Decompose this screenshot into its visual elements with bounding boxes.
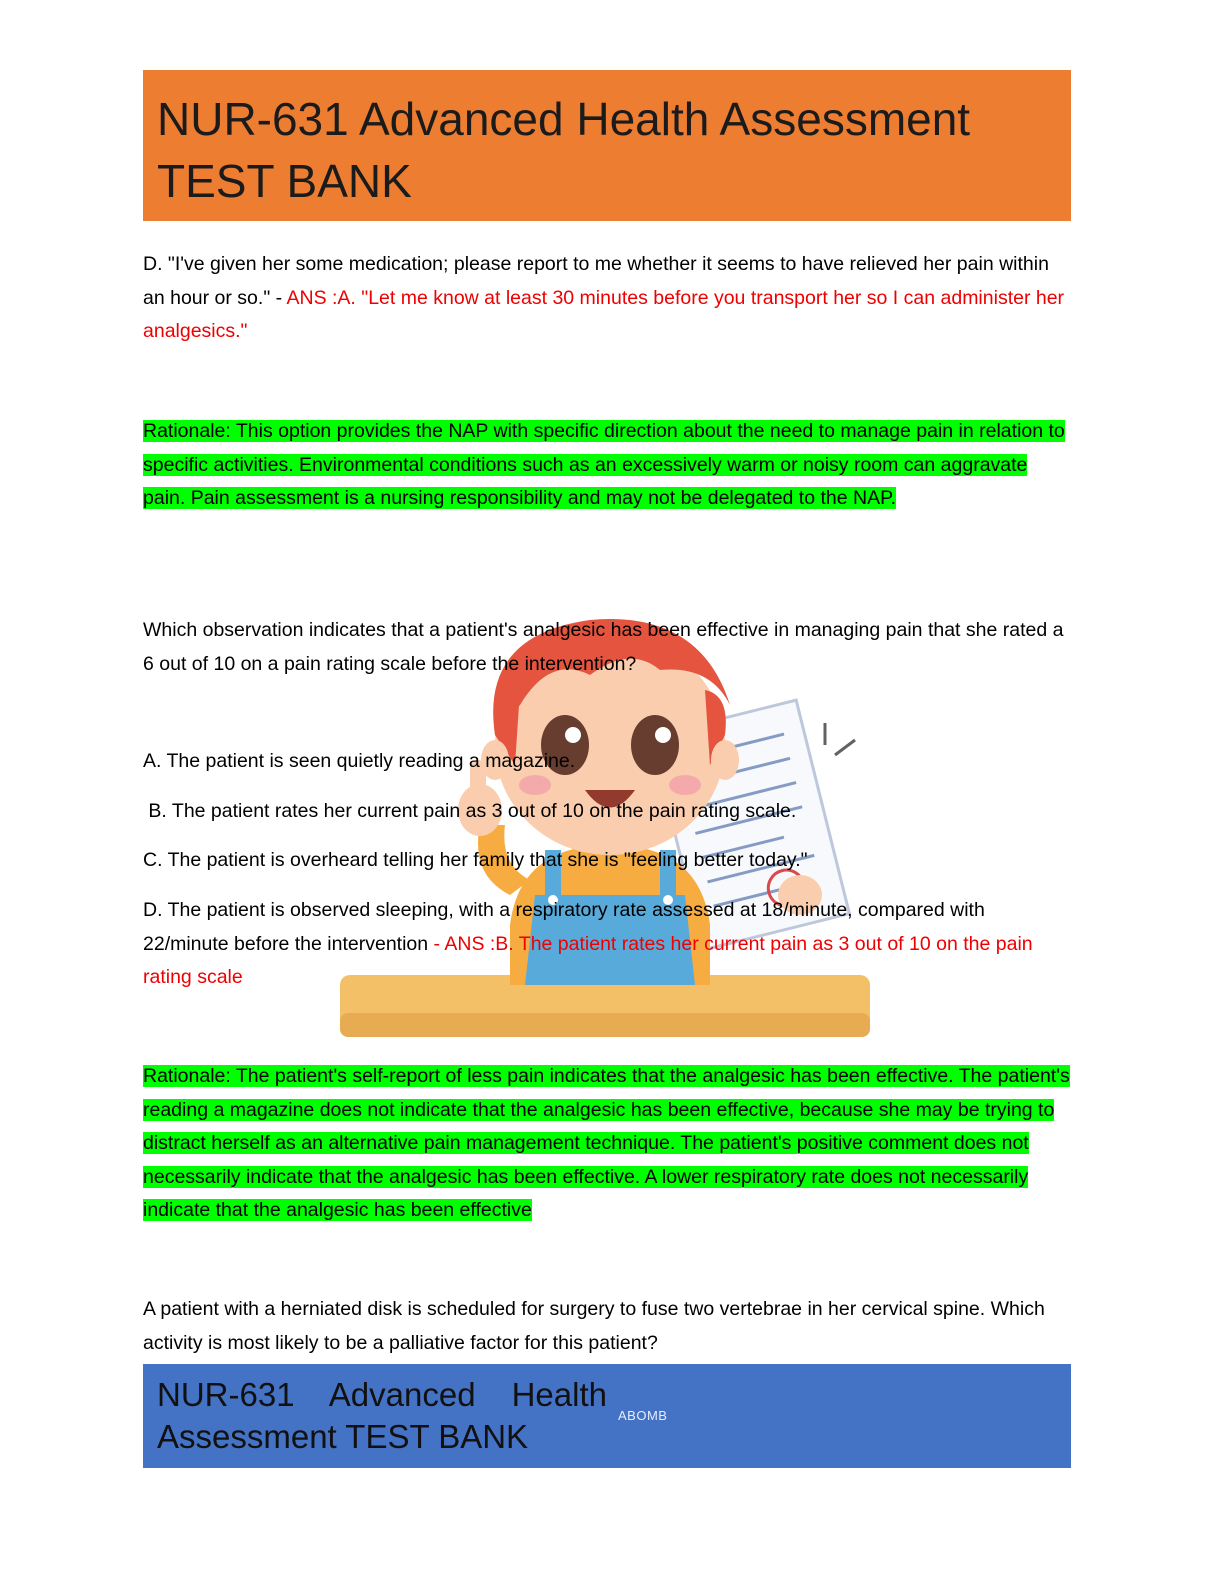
answer-2: - ANS :B. The patient rates her current pain as 3 out of 10 on the pain rating scale xyxy=(143,932,1033,988)
page-header xyxy=(143,70,1071,221)
question-3: A patient with a herniated disk is scheduled for surgery to fuse two vertebrae in her cervical spine. Which activity is most likely to be a palliative factor for this patient? xyxy=(143,1298,1045,1354)
footer-meta: ABOMB xyxy=(618,1408,668,1423)
answer-1: ANS :A. "Let me know at least 30 minutes before you transport her so I can administer her analgesics." xyxy=(143,286,1065,342)
q2-option-d: D. The patient is observed sleeping, with a respiratory rate assessed at 18/minute, compared with 22/minute before the intervention xyxy=(143,899,985,955)
rationale-2-paragraph xyxy=(143,1060,1073,1228)
question-2: Which observation indicates that a patient's analgesic has been effective in managing pain that she rated a 6 out of 10 on a pain rating scale before the intervention? xyxy=(143,619,1064,675)
header-title: NUR-631 Advanced Health Assessment TEST BANK xyxy=(157,93,971,207)
option-d-paragraph xyxy=(143,248,1073,349)
page-footer xyxy=(143,1364,1071,1468)
rationale-2: Rationale: The patient's self-report of less pain indicates that the analgesic has been effective. The patient's reading a magazine does not indicate that the analgesic has been effective, because she may be trying to distract herself as an alternative pain management technique. The patient's positive comment does not necessarily indicate that the analgesic has been effective. A lower respiratory rate does not necessarily indicate that the analgesic has been effective xyxy=(143,1065,1070,1221)
rationale-1-paragraph xyxy=(143,415,1073,516)
rationale-1: Rationale: This option provides the NAP with specific direction about the need to manage pain in relation to specific activities. Environmental conditions such as an excessively warm or noisy room can aggravate pain. Pain assessment is a nursing responsibility and may not be delegated to the NAP. xyxy=(143,420,1065,509)
q2-option-c: C. The patient is overheard telling her family that she is "feeling better today." xyxy=(143,849,808,871)
footer-title: NUR-631 Advanced Health Assessment TEST BANK xyxy=(157,1376,607,1455)
q2-option-d-paragraph xyxy=(143,894,1073,995)
q2-option-b: B. The patient rates her current pain as 3 out of 10 on the pain rating scale. xyxy=(143,800,797,822)
option-d-text: D. "I've given her some medication; please report to me whether it seems to have relieved her pain within an hour or so." - xyxy=(143,253,1049,309)
q2-option-a: A. The patient is seen quietly reading a magazine. xyxy=(143,750,576,772)
